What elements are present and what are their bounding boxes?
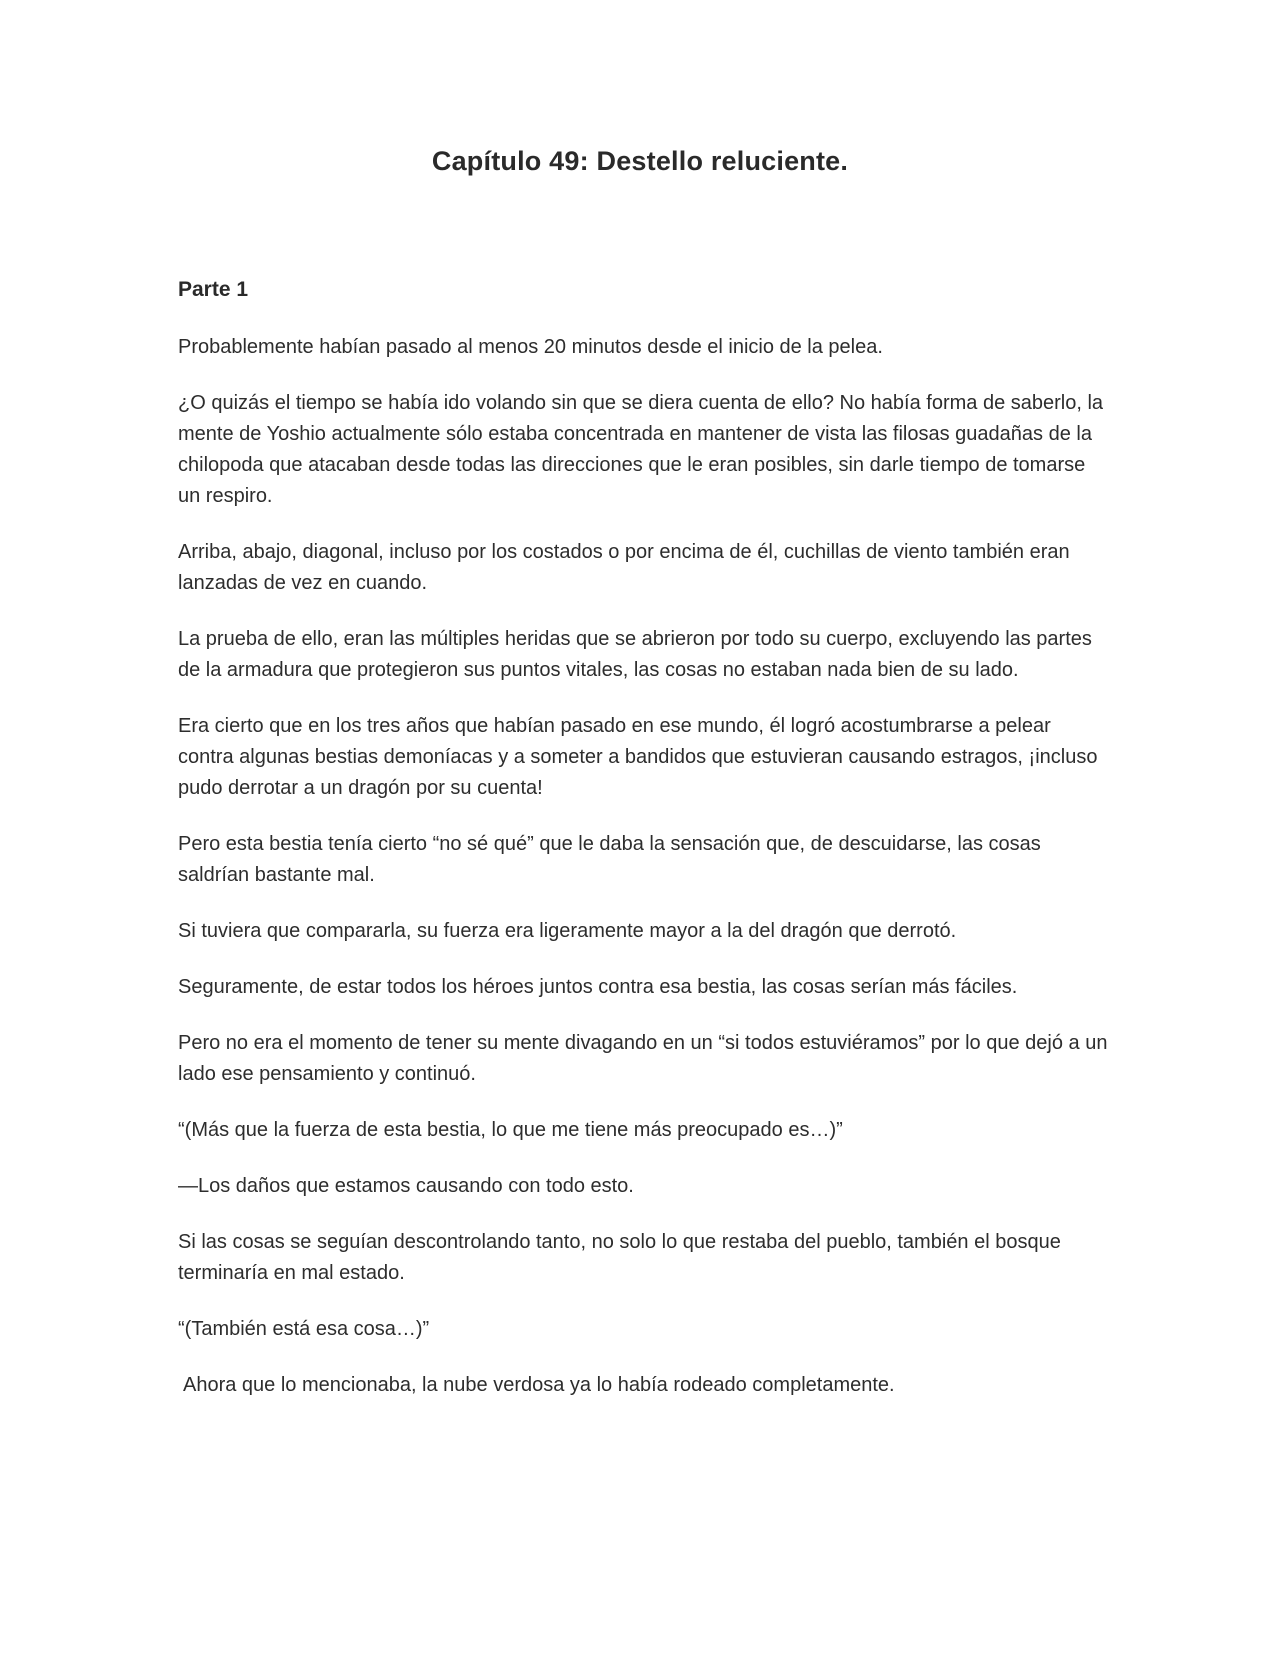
paragraph: Ahora que lo mencionaba, la nube verdosa ya lo había rodeado completamente. bbox=[183, 1374, 895, 1396]
paragraph: ¿O quizás el tiempo se había ido volando sin que se diera cuenta de ello? No había forma de saberlo, la mente de Yoshio actualmente sólo estaba concentrada en mantener de vista las filosas guadañas de la chilopoda que atacaban desde todas las direcciones que le eran posibles, sin darle tiempo de tomarse un respiro. bbox=[178, 392, 1104, 507]
document-body bbox=[178, 274, 1108, 1426]
dialogue-paragraph: “(También está esa cosa…)” bbox=[178, 1318, 430, 1340]
paragraph: Si tuviera que compararla, su fuerza era ligeramente mayor a la del dragón que derrotó. bbox=[178, 920, 957, 942]
chapter-title: Capítulo 49: Destello reluciente. bbox=[431, 146, 849, 176]
dialogue-paragraph: —Los daños que estamos causando con todo esto. bbox=[178, 1175, 634, 1197]
paragraph: Era cierto que en los tres años que habían pasado en ese mundo, él logró acostumbrarse a pelear contra algunas bestias demoníacas y a someter a bandidos que estuvieran causando estragos, ¡incluso pudo derrotar a un dragón por su cuenta! bbox=[178, 715, 1098, 799]
paragraph: Pero no era el momento de tener su mente divagando en un “si todos estuviéramos” por lo que dejó a un lado ese pensamiento y continuó. bbox=[178, 1032, 1108, 1085]
paragraph: Seguramente, de estar todos los héroes juntos contra esa bestia, las cosas serían más fáciles. bbox=[178, 976, 1018, 998]
paragraph: La prueba de ello, eran las múltiples heridas que se abrieron por todo su cuerpo, excluyendo las partes de la armadura que protegieron sus puntos vitales, las cosas no estaban nada bien de su lado. bbox=[178, 628, 1092, 681]
paragraph: Pero esta bestia tenía cierto “no sé qué” que le daba la sensación que, de descuidarse, las cosas saldrían bastante mal. bbox=[178, 833, 1041, 886]
dialogue-paragraph: “(Más que la fuerza de esta bestia, lo que me tiene más preocupado es…)” bbox=[178, 1119, 843, 1141]
paragraph: Si las cosas se seguían descontrolando tanto, no solo lo que restaba del pueblo, también el bosque terminaría en mal estado. bbox=[178, 1231, 1061, 1284]
paragraph: Probablemente habían pasado al menos 20 minutos desde el inicio de la pelea. bbox=[178, 336, 883, 358]
part-heading: Parte 1 bbox=[178, 278, 249, 301]
paragraph: Arriba, abajo, diagonal, incluso por los costados o por encima de él, cuchillas de viento también eran lanzadas de vez en cuando. bbox=[178, 541, 1070, 594]
